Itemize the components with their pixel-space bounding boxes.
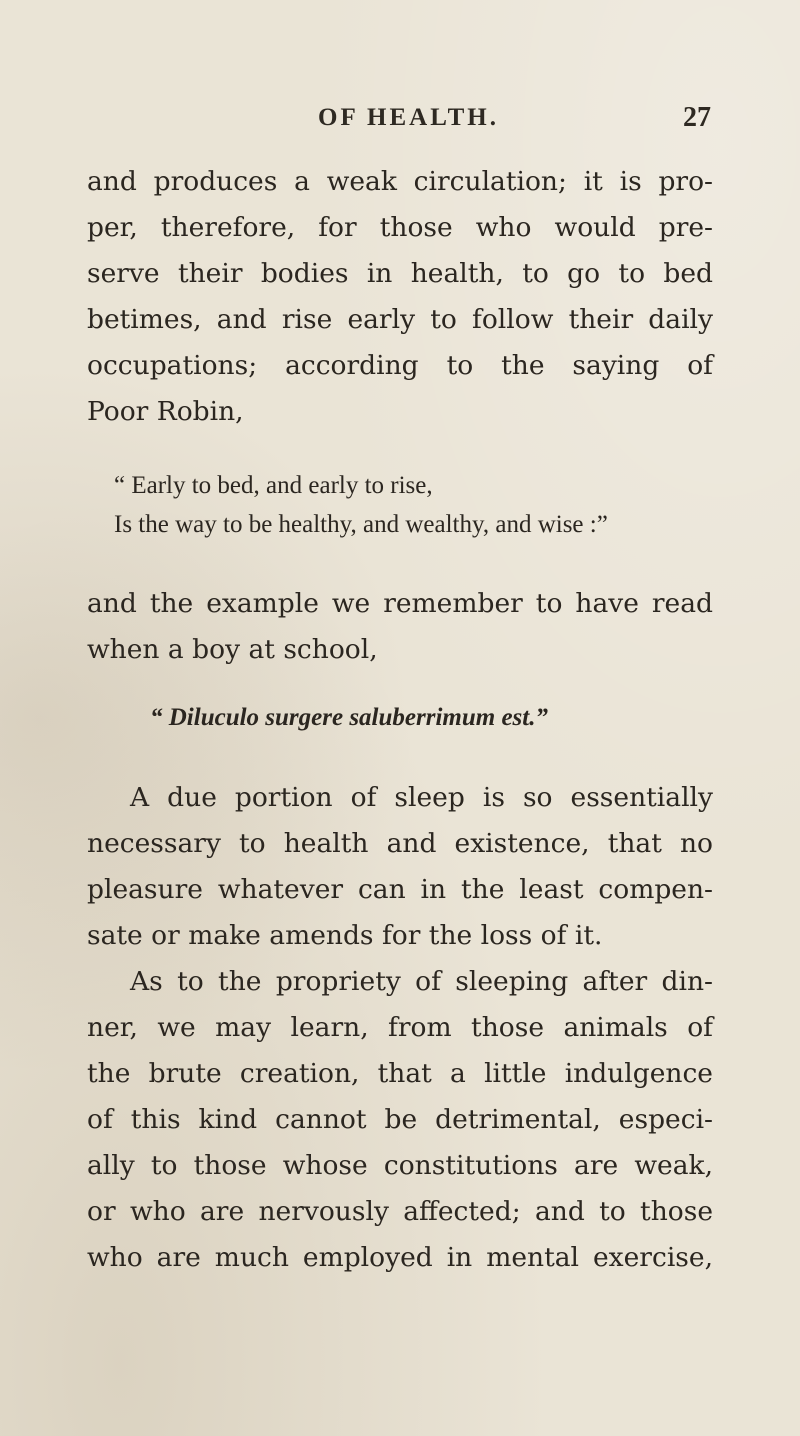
text-line: ner, we may learn, from those animals of [87, 1012, 713, 1043]
text-line: who are much employed in mental exercise, [87, 1242, 713, 1273]
text-line: pleasure whatever can in the least compen- [87, 874, 713, 905]
text-line: ally to those whose constitutions are weak, [87, 1150, 713, 1181]
page-number: 27 [683, 102, 711, 133]
text-line: A due portion of sleep is so essentially [130, 782, 713, 813]
text-line: and produces a weak circulation; it is pro- [87, 166, 713, 197]
text-line: or who are nervously affected; and to those [87, 1196, 713, 1227]
verse-line: “ Early to bed, and early to rise, [114, 472, 433, 499]
text-line: betimes, and rise early to follow their daily [87, 304, 713, 335]
text-line: Poor Robin, [87, 396, 244, 427]
latin-quote: “ Diluculo surgere saluberrimum est.” [150, 704, 548, 731]
text-line: serve their bodies in health, to go to bed [87, 258, 713, 289]
text-line: the brute creation, that a little indulgence [87, 1058, 713, 1089]
text-line: when a boy at school, [87, 634, 378, 665]
text-line: As to the propriety of sleeping after din- [130, 966, 713, 997]
text-line: and the example we remember to have read [87, 588, 713, 619]
running-head: OF HEALTH. [318, 104, 499, 131]
text-line: of this kind cannot be detrimental, especi- [87, 1104, 713, 1135]
text-line: occupations; according to the saying of [87, 350, 713, 381]
text-line: sate or make amends for the loss of it. [87, 920, 603, 951]
text-line: necessary to health and existence, that no [87, 828, 713, 859]
verse-line: Is the way to be healthy, and wealthy, and wise :” [114, 511, 608, 538]
text-line: per, therefore, for those who would pre- [87, 212, 713, 243]
